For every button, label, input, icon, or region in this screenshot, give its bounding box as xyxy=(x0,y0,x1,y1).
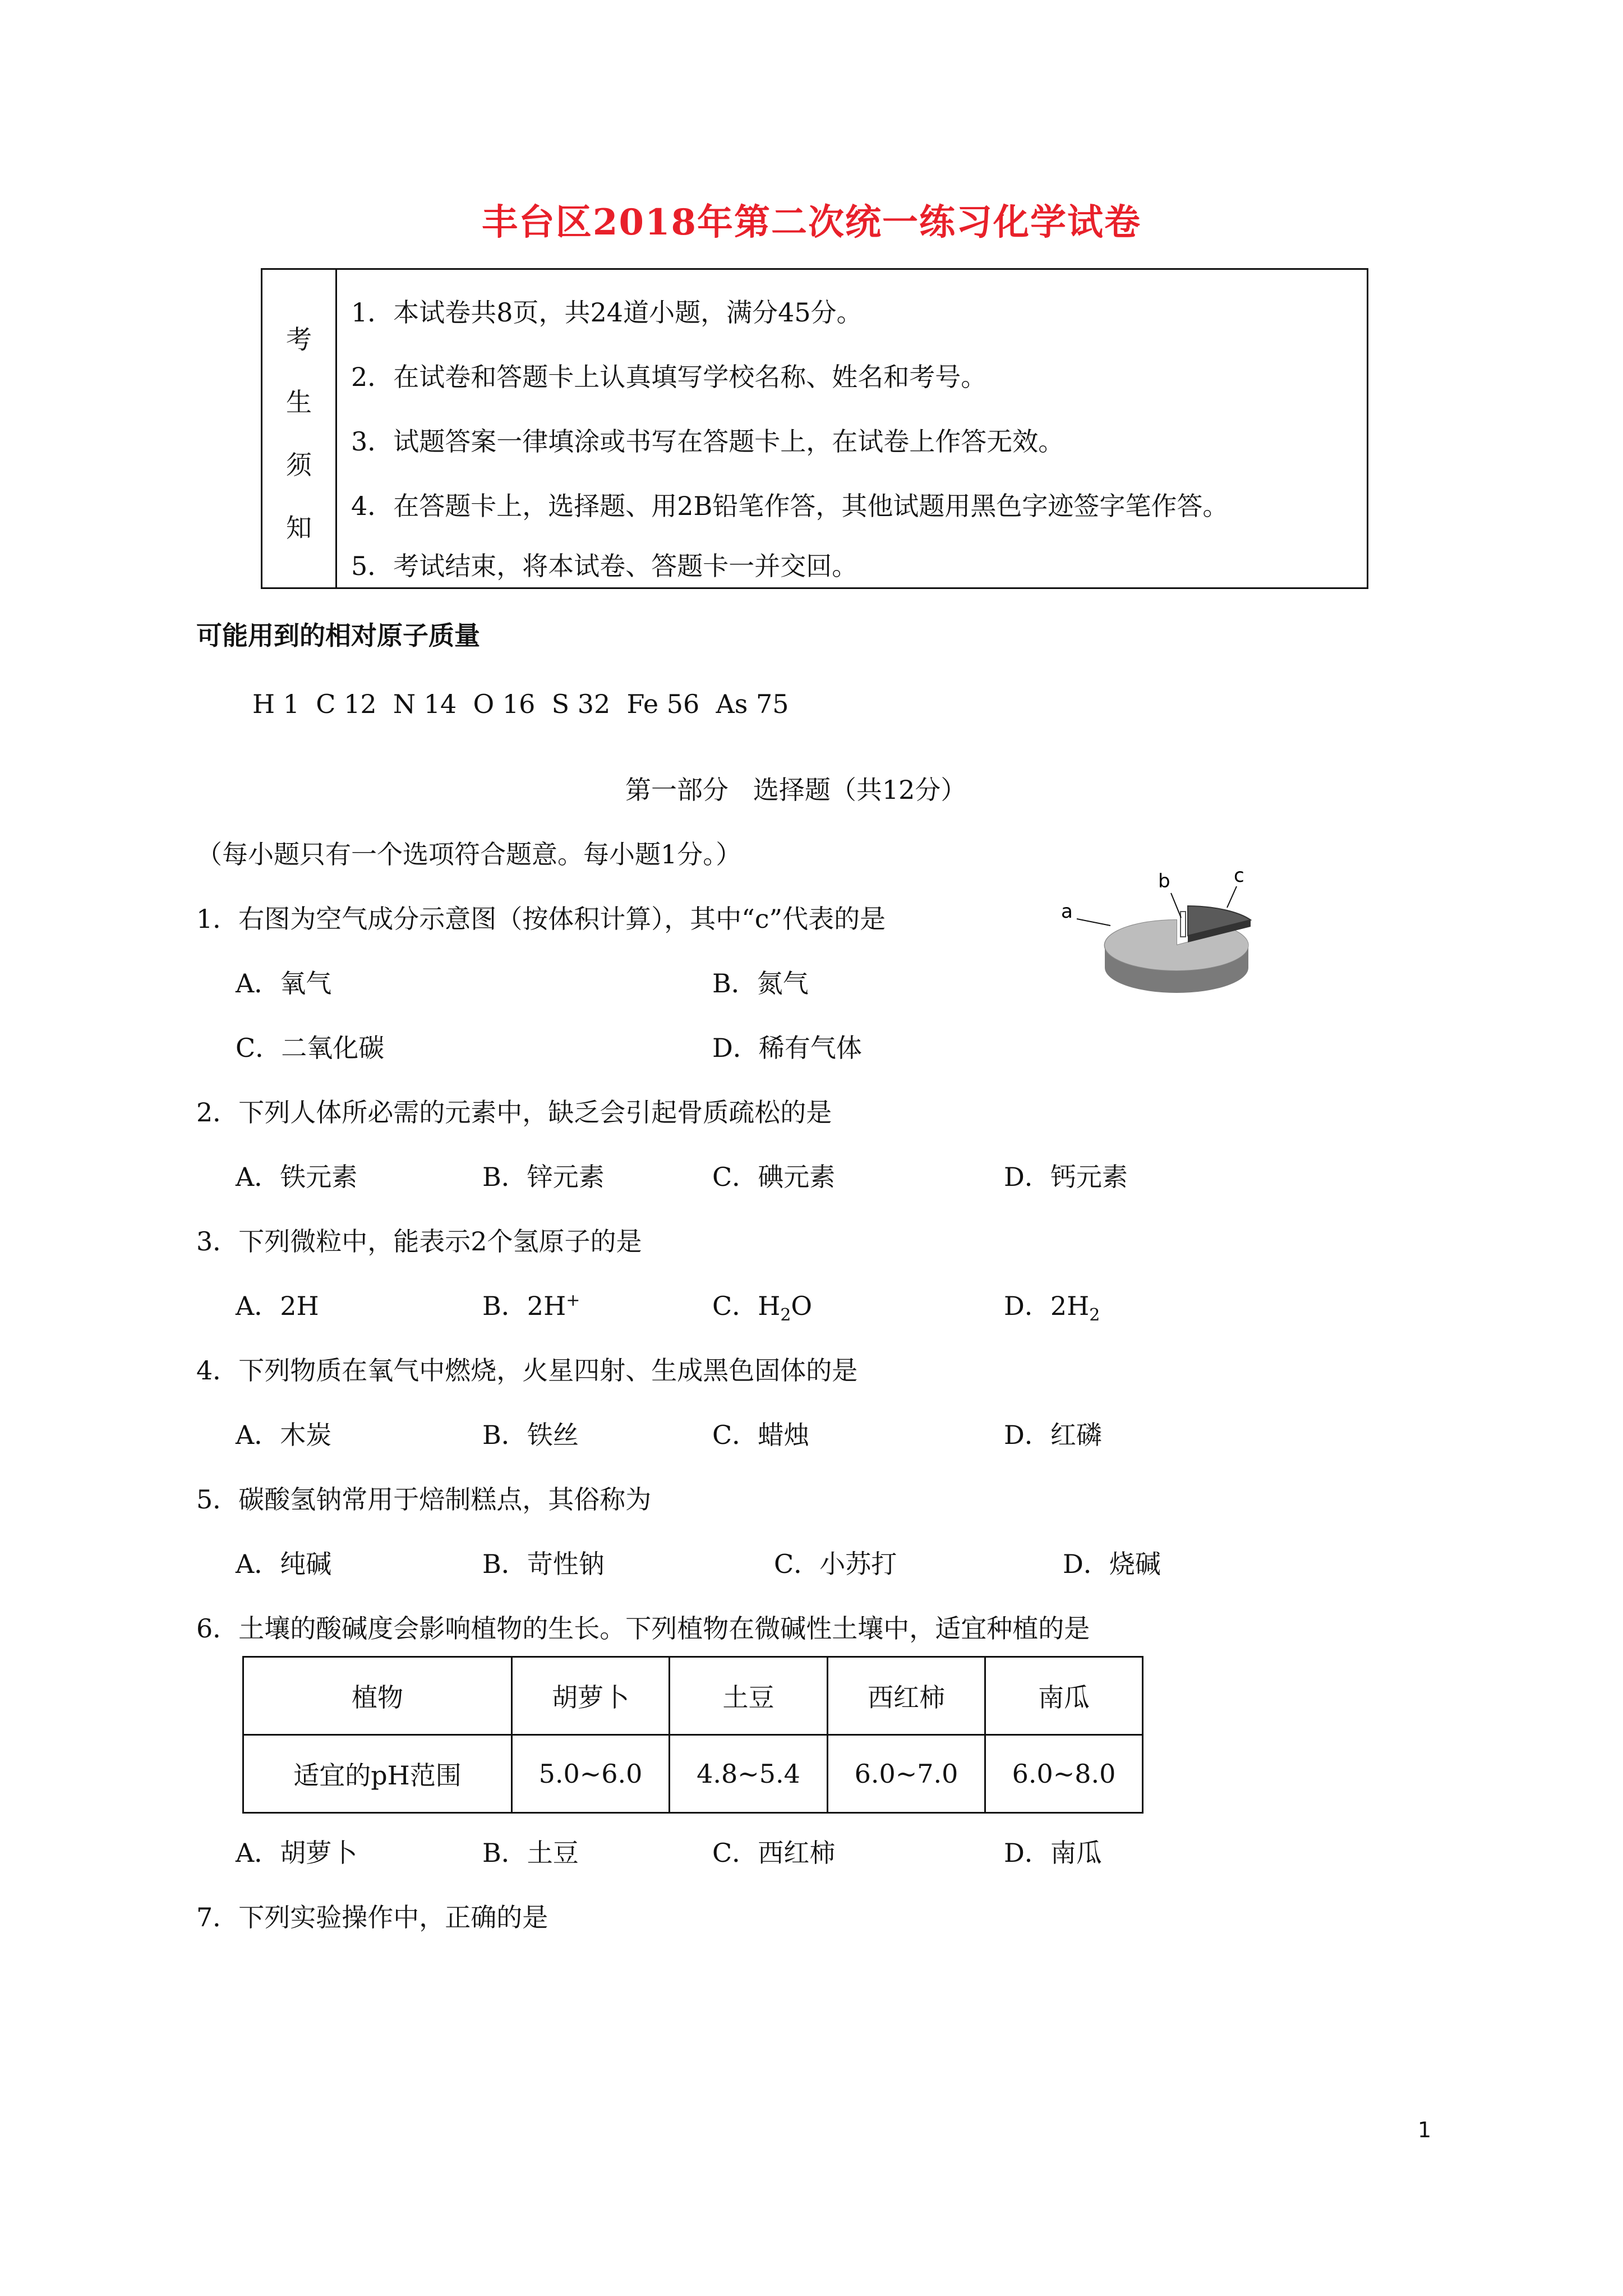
option: D．烧碱 xyxy=(1063,1549,1161,1579)
option: A．木炭 xyxy=(236,1420,332,1450)
option: C．小苏打 xyxy=(774,1549,897,1579)
table-row xyxy=(243,1735,1143,1813)
option: C．$H_2O$ xyxy=(712,1291,813,1326)
atomic-mass-heading: 可能用到的相对原子质量 xyxy=(196,620,480,651)
notice-item: 3．试题答案一律填涂或书写在答题卡上，在试卷上作答无效。 xyxy=(351,426,1064,457)
table-header-cell: 西红柿 xyxy=(828,1657,985,1735)
option: B．锌元素 xyxy=(482,1162,605,1192)
option: A．铁元素 xyxy=(236,1162,358,1192)
notice-label-char: 须 xyxy=(286,450,312,480)
notice-divider xyxy=(335,270,337,587)
table-cell: 4.8~5.4 xyxy=(670,1735,828,1813)
notice-item: 4．在答题卡上，选择题、用2B铅笔作答，其他试题用黑色字迹签字笔作答。 xyxy=(351,491,1229,521)
question-stem: 2．下列人体所必需的元素中，缺乏会引起骨质疏松的是 xyxy=(196,1097,832,1128)
option: D．南瓜 xyxy=(1004,1838,1102,1868)
table-header-cell: 土豆 xyxy=(670,1657,828,1735)
pie-label-c: c xyxy=(1234,864,1244,887)
page-number: 1 xyxy=(1418,2118,1432,2142)
question-stem: 5．碳酸氢钠常用于焙制糕点，其俗称为 xyxy=(196,1484,652,1515)
option: C．西红柿 xyxy=(712,1838,836,1868)
table-header-cell: 植物 xyxy=(243,1657,512,1735)
question-stem: 7．下列实验操作中，正确的是 xyxy=(196,1902,548,1932)
leader-line-c xyxy=(1227,886,1237,908)
option: A．氧气 xyxy=(236,968,332,999)
option: B．苛性钠 xyxy=(482,1549,605,1579)
question-stem: 6．土壤的酸碱度会影响植物的生长。下列植物在微碱性土壤中，适宜种植的是 xyxy=(196,1613,1090,1644)
option: A．纯碱 xyxy=(236,1549,332,1579)
notice-label-char: 知 xyxy=(286,513,312,543)
option: C．二氧化碳 xyxy=(236,1033,385,1063)
option: B．2H+ xyxy=(482,1290,580,1321)
notice-label-char: 考 xyxy=(286,324,312,355)
option: D．钙元素 xyxy=(1004,1162,1128,1192)
table-cell: 6.0~8.0 xyxy=(985,1735,1143,1813)
option: B．氮气 xyxy=(712,968,809,999)
table-header-cell: 南瓜 xyxy=(985,1657,1143,1735)
notice-item: 1．本试卷共8页，共24道小题，满分45分。 xyxy=(351,297,863,328)
question-stem: 4．下列物质在氧气中燃烧，火星四射、生成黑色固体的是 xyxy=(196,1355,858,1386)
pie-label-a: a xyxy=(1061,900,1073,923)
table-row xyxy=(243,1657,1143,1735)
option: A．2H xyxy=(236,1291,319,1321)
option: B．土豆 xyxy=(482,1838,579,1868)
option: A．胡萝卜 xyxy=(236,1838,358,1868)
table-cell: 5.0~6.0 xyxy=(512,1735,670,1813)
question-stem: 3．下列微粒中，能表示2个氢原子的是 xyxy=(196,1226,642,1257)
atomic-mass-values: H 1 C 12 N 14 O 16 S 32 Fe 56 As 75 xyxy=(252,689,789,719)
option: D．红磷 xyxy=(1004,1420,1102,1450)
notice-item: 5．考试结束，将本试卷、答题卡一并交回。 xyxy=(351,551,858,581)
notice-label-char: 生 xyxy=(286,387,312,417)
table-header-cell: 胡萝卜 xyxy=(512,1657,670,1735)
air-composition-pie-figure xyxy=(1061,864,1267,1010)
pie-slice-b xyxy=(1181,912,1186,937)
option: D．$2H_2$ xyxy=(1004,1291,1100,1326)
exam-title: 丰台区2018年第二次统一练习化学试卷 xyxy=(481,201,1142,243)
part1-heading: 第一部分 选择题（共12分） xyxy=(625,775,967,805)
notice-box xyxy=(261,268,1368,589)
leader-line-a xyxy=(1077,919,1110,926)
notice-item: 2．在试卷和答题卡上认真填写学校名称、姓名和考号。 xyxy=(351,362,987,392)
option: B．铁丝 xyxy=(482,1420,579,1450)
option: C．碘元素 xyxy=(712,1162,836,1192)
pie-label-b: b xyxy=(1158,870,1170,892)
table-cell: 6.0~7.0 xyxy=(828,1735,985,1813)
table-cell: 适宜的pH范围 xyxy=(243,1735,512,1813)
question-stem: 1．右图为空气成分示意图（按体积计算），其中“c”代表的是 xyxy=(196,904,886,934)
option: C．蜡烛 xyxy=(712,1420,810,1450)
option: D．稀有气体 xyxy=(712,1033,862,1063)
leader-line-b xyxy=(1171,893,1181,918)
ph-range-table xyxy=(242,1656,1144,1814)
part1-instruction: （每小题只有一个选项符合题意。每小题1分。） xyxy=(196,839,742,869)
